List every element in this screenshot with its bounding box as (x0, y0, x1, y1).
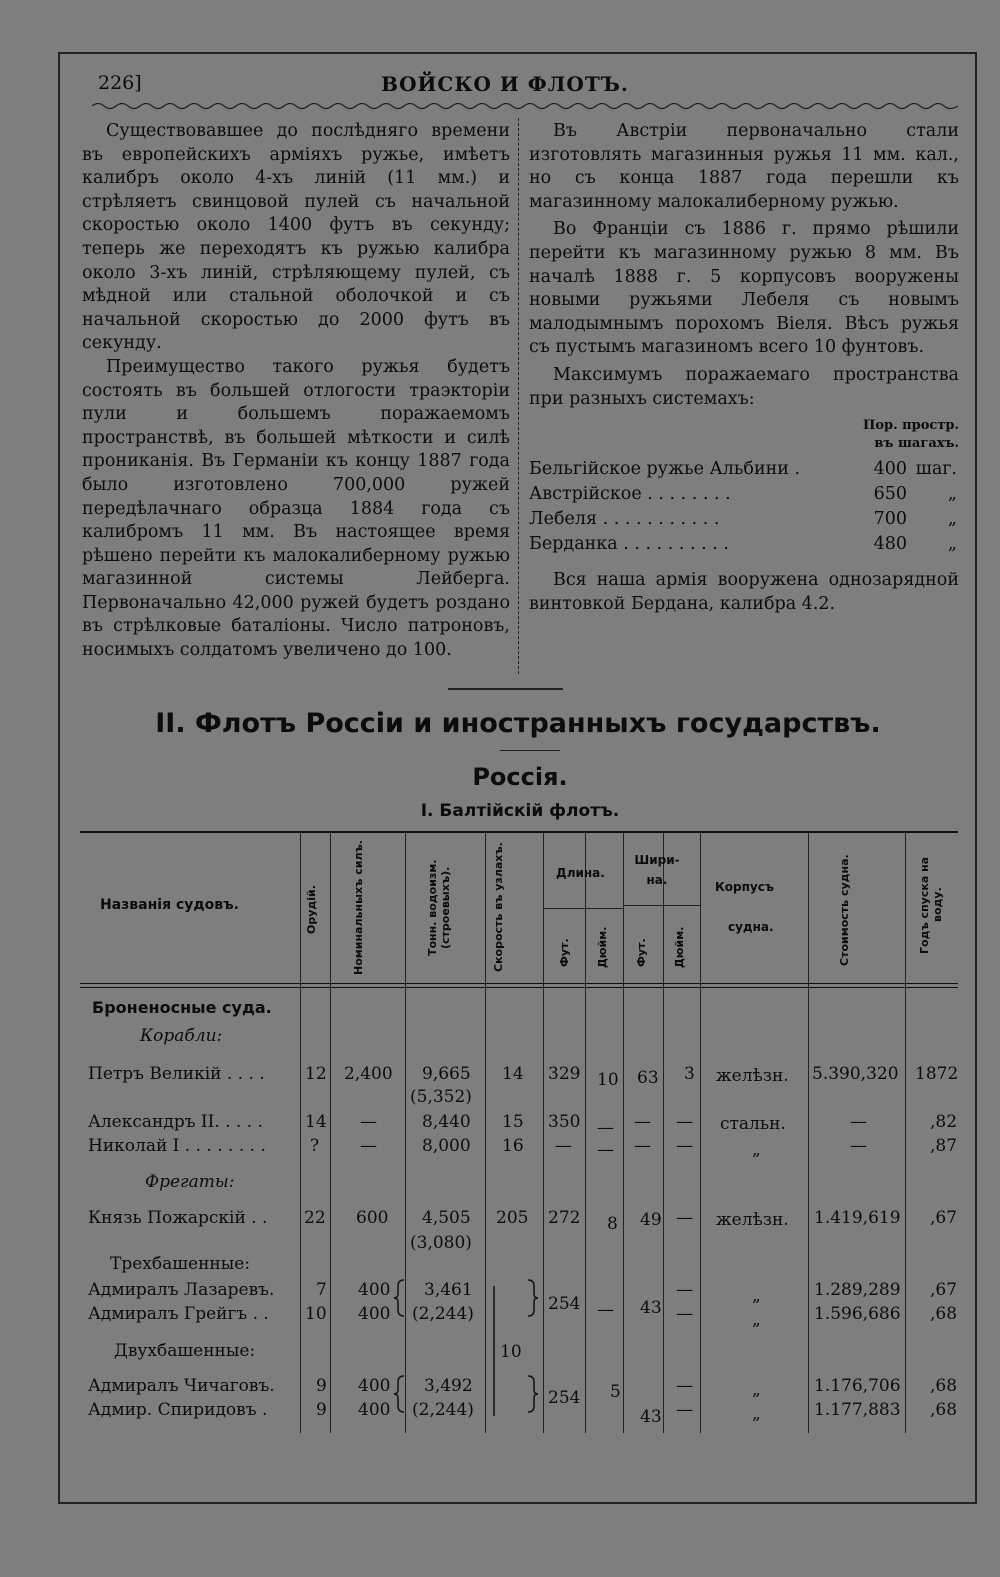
ship-len-in: — (597, 1300, 614, 1320)
paragraph: Существовавшее до послѣдняго времени въ европейскихъ арміяхъ ружье, имѣетъ калибръ около 4-хъ линій (11 мм.) и стрѣляетъ свинцовой пулей съ начальной скоростью около 1400 футъ въ секунду; теперь же переходятъ къ ружью калибра около 3-хъ линій, стрѣляющему пулей, съ мѣдной или стальной оболочкой и съ начальной скоростью до 2000 футъ въ секунду. (82, 121, 510, 354)
ship-hp: — (360, 1136, 377, 1156)
range-table-header (529, 417, 959, 453)
ship-cost: — (850, 1112, 867, 1132)
ship-guns: ? (310, 1136, 320, 1156)
group-three-turret: Трехбашенные: (110, 1254, 251, 1274)
fleet-heading: I. Балтійскій флотъ. (420, 801, 620, 821)
ship-name: Петръ Великій . . . . (88, 1064, 265, 1084)
column-rule (485, 833, 486, 1433)
ship-cost: 1.289,289 (814, 1280, 901, 1300)
ship-tonnage-extra: (5,352) (410, 1087, 472, 1107)
ship-hull: „ (752, 1380, 761, 1400)
ship-len-ft: 329 (548, 1064, 581, 1084)
header-beam: Шири- на. (634, 853, 680, 887)
ship-cost: 1.596,686 (814, 1304, 901, 1324)
ship-guns: 12 (305, 1064, 327, 1084)
section-rule (448, 688, 563, 690)
page-number: 226] (98, 72, 142, 94)
column-rule (585, 833, 586, 1433)
ship-beam-ft: 43 (640, 1298, 662, 1318)
group-two-turret: Двухбашенные: (114, 1341, 256, 1361)
ship-speed: 14 (502, 1064, 524, 1084)
paragraph: Максимумъ поражаемаго пространства при разныхъ системахъ: (529, 364, 959, 409)
ship-name: Адмир. Спиридовъ . (88, 1400, 268, 1420)
column-rule (700, 833, 701, 1433)
range-name: Бельгійское ружье Альбини . (529, 459, 801, 480)
page-header (0, 72, 1000, 102)
ship-tonnage: 4,505 (422, 1208, 471, 1228)
ship-len-in: 5 (610, 1382, 621, 1402)
column-rule (405, 833, 406, 1433)
range-table (529, 457, 959, 557)
ship-speed: 205 (496, 1208, 529, 1228)
paragraph: Въ Австріи первоначально стали изготовлять магазинныя ружья 11 мм. кал., но съ конца 1887 года перешли къ магазинному малокалиберному ружью. (529, 121, 959, 212)
column-rule (808, 833, 809, 1433)
ship-beam-ft: — (634, 1112, 651, 1132)
paragraph: Преимущество такого ружья будетъ состоять въ большей отлогости траэкторіи пули и большемъ поражаемомъ пространствѣ, въ большей мѣткости и силѣ прониканія. Въ Германіи къ концу 1887 года было изготовлено 700,000 ружей передѣлачнаго образца 1884 года съ калибромъ 11 мм. Въ настоящее время рѣшено перейти къ малокалиберному ружью магазинной системы Лейберга. Первоначально 42,000 ружей будетъ роздано въ стрѣлковые баталіоны. Число патроновъ, носимыхъ солдатомъ увеличено до 100. (82, 356, 510, 661)
ship-year: ,87 (930, 1136, 958, 1156)
header-speed: Скорость въ узлахъ. (492, 842, 505, 973)
range-unit: „ (947, 509, 957, 530)
ship-year: 1872 (915, 1064, 959, 1084)
range-name: Берданка . . . . . . . . . . (529, 534, 729, 555)
ship-cost: 1.176,706 (814, 1376, 901, 1396)
ship-hp: — (360, 1112, 377, 1132)
ship-guns: 14 (305, 1112, 327, 1132)
subheader-rule (543, 908, 623, 909)
page-frame-bottom (58, 1502, 977, 1504)
ship-cost: 1.419,619 (814, 1208, 901, 1228)
range-row (529, 457, 959, 482)
ship-speed: 15 (502, 1112, 524, 1132)
ship-beam-in: — (676, 1208, 693, 1228)
ship-tonnage: 3,492 (424, 1376, 473, 1396)
ship-len-in: 10 (597, 1070, 619, 1090)
ship-beam-ft: 49 (640, 1210, 662, 1230)
ship-name: Адмиралъ Грейгъ . . (88, 1304, 269, 1324)
ship-hp: 400 (358, 1376, 391, 1396)
ship-name: Князь Пожарскій . . (88, 1208, 268, 1228)
ship-len-ft: 254 (548, 1294, 581, 1314)
ship-name: Николай I . . . . . . . . (88, 1136, 266, 1156)
range-row (529, 482, 959, 507)
ship-name: Александръ II. . . . . (88, 1112, 263, 1132)
ship-len-in: 8 (607, 1214, 618, 1234)
group-ships: Корабли: (140, 1026, 223, 1046)
ship-hull: „ (752, 1310, 761, 1330)
running-title: ВОЙСКО И ФЛОТЪ. (381, 72, 629, 96)
ship-beam-in: — (676, 1136, 693, 1156)
ship-len-in: — (597, 1118, 614, 1138)
ship-beam-in: 3 (684, 1064, 695, 1084)
range-value: 700 (873, 509, 907, 530)
range-name: Лебеля . . . . . . . . . . . (529, 509, 720, 530)
range-name: Австрійское . . . . . . . . (529, 484, 731, 505)
range-header-line: Пор. простр. (863, 418, 959, 434)
ship-year: ,68 (930, 1304, 958, 1324)
group-armored: Броненосные суда. (92, 998, 272, 1017)
ship-guns: 7 (316, 1280, 327, 1300)
ship-len-ft: 272 (548, 1208, 581, 1228)
table-header-rule (80, 983, 958, 984)
ship-year: ,67 (930, 1280, 958, 1300)
ship-tonnage: 3,461 (424, 1280, 473, 1300)
ship-hp: 2,400 (344, 1064, 393, 1084)
ship-beam-in: — (676, 1376, 693, 1396)
ship-hull: желѣзн. (716, 1066, 789, 1086)
ship-len-ft: 350 (548, 1112, 581, 1132)
header-guns: Орудій. (305, 885, 318, 935)
section-title: II. Флотъ Россіи и иностранныхъ государствъ. (155, 708, 881, 739)
header-length: Длина. (556, 866, 605, 880)
subheader-rule (623, 905, 700, 906)
range-value: 400 (873, 459, 907, 480)
ship-beam-in: — (676, 1112, 693, 1132)
range-unit: шаг. (915, 459, 957, 480)
ship-guns: 10 (305, 1304, 327, 1324)
paragraph: Вся наша армія вооружена однозарядной винтовкой Бердана, калибра 4.2. (529, 570, 959, 614)
ship-cost: 1.177,883 (814, 1400, 901, 1420)
ship-tonnage: 8,000 (422, 1136, 471, 1156)
ship-beam-ft: 63 (637, 1068, 659, 1088)
header-launch: Годъ спуска на воду. (918, 856, 944, 954)
ship-hp: 600 (356, 1208, 389, 1228)
column-divider (518, 118, 519, 674)
ship-tonnage: 8,440 (422, 1112, 471, 1132)
ship-tonnage: 9,665 (422, 1064, 471, 1084)
column-rule (663, 833, 664, 1433)
column-rule (330, 833, 331, 1433)
table-header-rule (80, 987, 958, 988)
ship-hp: 400 (358, 1400, 391, 1420)
header-len-ft: Фут. (558, 938, 571, 967)
ship-cost: 5.390,320 (812, 1064, 899, 1084)
ship-hull: стальн. (720, 1114, 786, 1134)
ship-hp: 400 (358, 1280, 391, 1300)
ship-len-ft: — (555, 1136, 572, 1156)
ship-speed: 10 (500, 1342, 522, 1362)
column-rule (905, 833, 906, 1433)
ship-hull: „ (752, 1286, 761, 1306)
header-hp: Номинальныхъ силъ. (352, 840, 365, 975)
left-column (82, 120, 510, 663)
header-name: Названія судовъ. (100, 897, 239, 913)
range-unit: „ (947, 534, 957, 555)
ship-beam-in: — (676, 1280, 693, 1300)
header-beam-in: Дюйм. (673, 926, 686, 969)
ship-beam-ft: — (634, 1136, 651, 1156)
paragraph: Во Франціи съ 1886 г. прямо рѣшили перейти къ магазинному ружью 8 мм. Въ началѣ 1888 г. 5 корпусовъ вооружены новыми ружьями Лебеля съ новымъ малодымнымъ порохомъ Віеля. Вѣсъ ружья съ пустымъ магазиномъ всего 10 фунтовъ. (529, 219, 959, 358)
ship-guns: 9 (316, 1376, 327, 1396)
range-header-line: въ шагахъ. (874, 436, 959, 452)
wavy-rule (92, 101, 958, 111)
range-value: 650 (873, 484, 907, 505)
header-beam-ft: Фут. (635, 938, 648, 967)
group-frigates: Фрегаты: (145, 1172, 235, 1192)
header-hull-2: судна. (728, 920, 774, 934)
country-rule (500, 750, 560, 751)
ship-name: Адмиралъ Лазаревъ. (88, 1280, 275, 1300)
ship-tonnage: (2,244) (412, 1400, 474, 1420)
country-heading: Россія. (472, 763, 568, 791)
ship-beam-in: — (676, 1400, 693, 1420)
ship-year: ,68 (930, 1376, 958, 1396)
ship-len-ft: 254 (548, 1388, 581, 1408)
header-tonnage: Тонн. водоизм. (строевыхъ). (426, 859, 452, 956)
column-rule (300, 833, 301, 1433)
range-unit: „ (947, 484, 957, 505)
right-column (529, 120, 959, 616)
ship-year: ,68 (930, 1400, 958, 1420)
column-rule (543, 833, 544, 1433)
range-row (529, 507, 959, 532)
ship-guns: 9 (316, 1400, 327, 1420)
column-rule (623, 833, 624, 1433)
ship-name: Адмиралъ Чичаговъ. (88, 1376, 275, 1396)
ship-hull: „ (752, 1140, 761, 1160)
range-row (529, 532, 959, 557)
ship-year: ,82 (930, 1112, 958, 1132)
header-cost: Стоимость судна. (838, 854, 851, 966)
ship-beam-in: — (676, 1304, 693, 1324)
ship-year: ,67 (930, 1208, 958, 1228)
ship-speed: 16 (502, 1136, 524, 1156)
ship-len-in: — (597, 1140, 614, 1160)
ship-tonnage: (2,244) (412, 1304, 474, 1324)
header-hull: Корпусъ (715, 880, 774, 894)
ship-guns: 22 (304, 1208, 326, 1228)
ship-hp: 400 (358, 1304, 391, 1324)
ship-beam-ft: 43 (640, 1407, 662, 1427)
ship-hull: „ (752, 1404, 761, 1424)
table-top-rule (80, 831, 958, 833)
header-len-in: Дюйм. (596, 926, 609, 969)
range-value: 480 (873, 534, 907, 555)
ship-hull: желѣзн. (716, 1210, 789, 1230)
ship-tonnage-extra: (3,080) (410, 1233, 472, 1253)
ship-cost: — (850, 1136, 867, 1156)
